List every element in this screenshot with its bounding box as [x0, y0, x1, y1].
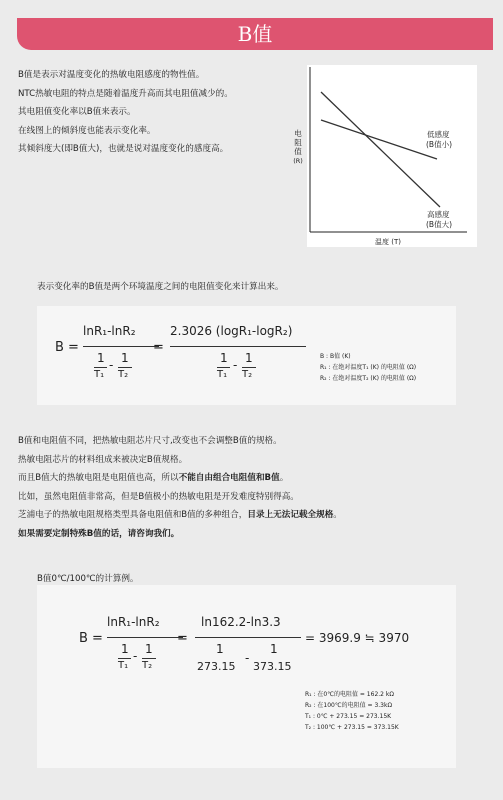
fraction-bar-2 — [195, 637, 301, 638]
small-bar — [242, 367, 256, 368]
calc-equals: = — [177, 631, 188, 646]
page-title: B值 — [17, 18, 493, 50]
calc-numerator-2: ln162.2-ln3.3 — [201, 615, 281, 629]
calc-lhs: B = — [79, 631, 103, 646]
legend-item: R₂ : 在绝对温度T₂ (K) 的电阻值 (Ω) — [320, 375, 417, 382]
explanation-line: B值和电阻值不同，把热敏电阻芯片尺寸,改变也不会调整B值的规格。 — [18, 436, 282, 446]
calc-minus: - — [245, 651, 250, 665]
calculation-box — [37, 585, 456, 768]
intro-line: 其电阻值变化率以B值来表示。 — [18, 107, 136, 117]
calc-den1-b-sub: T₂ — [142, 660, 153, 671]
formula-den2-b-sub: T₂ — [242, 369, 253, 380]
legend-item: B : B值 (K) — [320, 353, 351, 360]
y-axis-label: (R) — [293, 157, 303, 165]
formula-legend — [320, 351, 416, 384]
low-sensitivity-label: (B值小) — [426, 140, 452, 149]
legend-item: R₂ : 在100℃的电阻值 = 3.3kΩ — [305, 702, 393, 709]
formula-equals: = — [153, 340, 164, 355]
calc-den1-a: 1 — [121, 642, 129, 656]
formula-den1-a-sub: T₁ — [94, 369, 105, 380]
legend-item: T₁ : 0℃ + 273.15 = 273.15K — [305, 713, 392, 720]
legend-item: R₁ : 在0℃的电阻值 = 162.2 kΩ — [305, 691, 394, 698]
emphasis-text: 不能自由组合电阻值和B值 — [178, 473, 280, 484]
calc-den2-a-sub: 273.15 — [197, 660, 236, 673]
emphasis-text: 目录上无法记载全规格 — [247, 510, 334, 521]
low-sensitivity-label: 低感度 — [427, 130, 450, 139]
resistance-temperature-graph — [293, 65, 477, 247]
b-value-explanation — [18, 432, 342, 544]
intro-line: 其倾斜度大(即B值大)，也就是说对温度变化的感度高。 — [18, 144, 229, 154]
small-bar — [94, 367, 107, 368]
high-sensitivity-label: (B值大) — [426, 220, 452, 229]
formula-den1-b-sub: T₂ — [118, 369, 129, 380]
formula-den2-a: 1 — [220, 351, 228, 365]
explanation-line: 比如，虽然电阻值非常高，但是B值极小的热敏电阻是开发难度特别得高。 — [18, 491, 299, 502]
fraction-bar-1 — [83, 346, 159, 347]
small-bar — [118, 658, 131, 659]
calc-den2-b: 1 — [270, 642, 278, 656]
intro-line: 在线图上的倾斜度也能表示变化率。 — [18, 125, 156, 136]
formula-minus: - — [233, 358, 238, 372]
explanation-line: 芝浦电子的热敏电阻规格类型具备电阻值和B值的多种组合，目录上无法记载全规格。 — [18, 510, 342, 521]
small-bar — [118, 367, 132, 368]
calculation-title: B值0℃/100℃的计算例。 — [37, 574, 139, 584]
y-axis-label: 阻 — [294, 138, 302, 147]
calc-result: = 3969.9 ≒ 3970 — [305, 631, 410, 645]
formula-numerator-2: 2.3026 (logR₁-logR₂) — [170, 324, 293, 338]
calc-minus: - — [133, 649, 138, 663]
small-bar — [217, 367, 230, 368]
contact-line: 如果需要定制特殊B值的话，请咨询我们。 — [18, 528, 180, 539]
formula-lhs: B = — [55, 340, 79, 355]
intro-line: NTC热敏电阻的特点是随着温度升高而其电阻值减少的。 — [18, 88, 233, 99]
calc-legend — [305, 689, 399, 733]
calc-den1-a-sub: T₁ — [118, 660, 129, 671]
legend-item: T₂ : 100℃ + 273.15 = 373.15K — [305, 724, 399, 731]
explanation-line: 热敏电阻芯片的材料组成来被决定B值规格。 — [18, 454, 188, 465]
fraction-bar-1 — [107, 637, 183, 638]
intro-text — [18, 66, 298, 159]
calc-den2-b-sub: 373.15 — [253, 660, 292, 673]
formula-note: 表示变化率的B值是两个环境温度之间的电阻值变化来计算出来。 — [37, 282, 284, 292]
small-bar — [142, 658, 156, 659]
formula-numerator-1: lnR₁-lnR₂ — [83, 324, 136, 338]
y-axis-label: 电 — [294, 129, 302, 138]
formula-minus: - — [109, 358, 114, 372]
fraction-bar-2 — [170, 346, 306, 347]
formula-den2-a-sub: T₁ — [217, 369, 228, 380]
formula-den2-b: 1 — [245, 351, 253, 365]
explanation-line: 而且B值大的热敏电阻是电阻值也高，所以不能自由组合电阻值和B值。 — [18, 473, 289, 484]
intro-line: B值是表示对温度变化的热敏电阻感度的物性值。 — [18, 70, 205, 80]
calc-den1-b: 1 — [145, 642, 153, 656]
y-axis-label: 值 — [294, 147, 302, 156]
formula-den1-b: 1 — [121, 351, 129, 365]
formula-box — [37, 306, 456, 405]
legend-item: R₁ : 在绝对温度T₁ (K) 的电阻值 (Ω) — [320, 364, 417, 371]
x-axis-label: 温度 (T) — [375, 238, 401, 246]
high-sensitivity-label: 高感度 — [427, 210, 450, 219]
formula-den1-a: 1 — [97, 351, 105, 365]
calc-den2-a: 1 — [216, 642, 224, 656]
calc-numerator-1: lnR₁-lnR₂ — [107, 615, 160, 629]
